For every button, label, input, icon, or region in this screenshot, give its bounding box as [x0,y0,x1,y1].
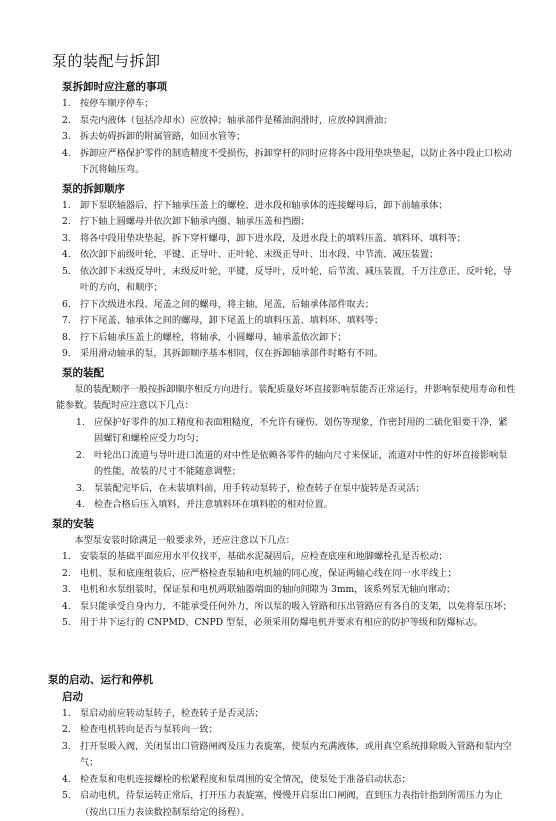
list-item: 4. 检查泵和电机连接螺栓的松紧程度和泵周围的安全情况，使泵处于准备启动状态； [62,772,516,789]
start-heading: 启动 [62,689,516,704]
list-item: 2. 拧下轴上圆螺母并依次卸下轴承内圈、轴承压盖和挡圈； [62,214,516,231]
list-item: 6. 拧下次级进水段、尾盖之间的螺母，将主轴，尾盖，后轴承体部件取去； [62,297,516,314]
list-item: 1. 泵启动前应转动泵转子，检查转子是否灵活； [62,706,516,723]
assembly-heading: 泵的装配 [62,365,516,380]
installation-heading: 泵的安装 [52,516,516,531]
assembly-intro: 泵的装配顺序一般按拆卸顺序相反方向进行。装配质量好坏直接影响泵能否正常运行，并影响泵使用寿命和性能参数。装配时应注意以下几点： [56,382,516,415]
list-item: 4. 泵只能承受自身内力，不能承受任何外力，所以泵的吸入管路和压出管路应有各自的支架，以免将泵压坏； [62,599,516,616]
list-item: 5. 依次卸下末级反导叶，末级反叶轮，平键，反导叶，反叶轮，后节流、减压装置，千万注意正、反叶轮，导叶的方向，和顺序； [62,264,516,297]
list-item: 3. 电机和水泵组装时，保证泵和电机两联轴器端面的轴向间隙为 3mm，该系列泵无轴向窜动； [62,582,516,599]
list-item: 7. 拧下尾盖、轴承体之间的螺母，卸下尾盖上的填料压盖、填料环、填料等； [62,313,516,330]
list-item: 9. 采用滑动轴承的泵，其拆卸顺序基本相同，仅在拆卸轴承部件时略有不同。 [62,346,516,363]
installation-intro: 本型泵安装时除满足一般要求外，还应注意以下几点： [56,533,516,550]
list-item: 3. 泵装配完毕后，在未装填料前，用手转动泵转子，检查转子在泵中旋转是否灵活； [76,481,516,498]
disassembly-order-heading: 泵的拆卸顺序 [62,181,516,196]
list-item: 1. 安装泵的基础平面应用水平仪找平，基础水泥凝固后，应检查底座和地脚螺栓孔是否松动； [62,549,516,566]
list-item: 3. 将各中段用垫块垫起，拆下穿杆螺母，卸下进水段，及进水段上的填料压盖、填料环、填料等； [62,231,516,248]
start-list [48,706,516,821]
assembly-list [48,415,516,514]
installation-list [48,549,516,632]
operation-heading: 泵的启动、运行和停机 [48,672,516,687]
list-item: 5. 用于井下运行的 CNPMD、CNPD 型泵，必须采用防爆电机并要求有相应的防护等级和防爆标志。 [62,615,516,632]
list-item: 1. 卸下泵联轴器后，拧下轴承压盖上的螺栓、进水段和轴承体的连接螺母后，卸下前轴承体； [62,198,516,215]
disassembly-notes-list [48,96,516,179]
list-item: 2. 检查电机转向是否与泵转向一致； [62,722,516,739]
list-item: 3. 打开泵吸入阀，关闭泵出口管路闸阀及压力表旋塞，使泵内充满液体，或用真空系统排除吸入管路和泵内空气； [62,739,516,772]
list-item: 1. 应保护好零件的加工精度和表面粗糙度，不允许有碰伤、划伤等现象，作密封用的二硫化钼要干净，紧固螺钉和螺栓应受力均匀； [76,415,516,448]
list-item: 2. 泵壳内液体（包括冷却水）应放掉；轴承部件是稀油润滑时，应放掉润滑油； [62,113,516,130]
list-item: 4. 拆卸应严格保护零件的制造精度不受损伤，拆卸穿杆的同时应将各中段用垫块垫起，以防止各中段止口松动下沉将轴压弯。 [62,146,516,179]
list-item: 4. 依次卸下前级叶轮，平键、正导叶、正叶轮、末级正导叶、出水段、中节流、减压装置； [62,247,516,264]
disassembly-notes-heading: 泵拆卸时应注意的事项 [62,79,516,94]
list-item: 5. 启动电机，待泵运转正常后，打开压力表旋塞，慢慢开启泵出口闸阀，直到压力表指针指到所需压力为止（按出口压力表读数控制泵给定的扬程）。 [62,788,516,821]
list-item: 4. 检查合格后压入填料，并注意填料环在填料腔的相对位置。 [76,497,516,514]
list-item: 1. 按停车顺序停车； [62,96,516,113]
disassembly-order-list [48,198,516,363]
list-item: 8. 拧下后轴承压盖上的螺栓，将轴承，小圆螺母，轴承盖依次卸下； [62,330,516,347]
list-item: 3. 拆去妨碍拆卸的附属管路，如回水管等； [62,129,516,146]
list-item: 2. 电机、泵和底座组装后，应严格检查泵轴和电机轴的同心度，保证两轴心线在同一水平线上； [62,566,516,583]
list-item: 2. 叶轮出口流道与导叶进口流道的对中性是依赖各零件的轴向尺寸来保证，流道对中性的好坏直接影响泵的性能，故装的尺寸不能随意调整； [76,448,516,481]
page-title: 泵的装配与拆卸 [52,50,516,71]
